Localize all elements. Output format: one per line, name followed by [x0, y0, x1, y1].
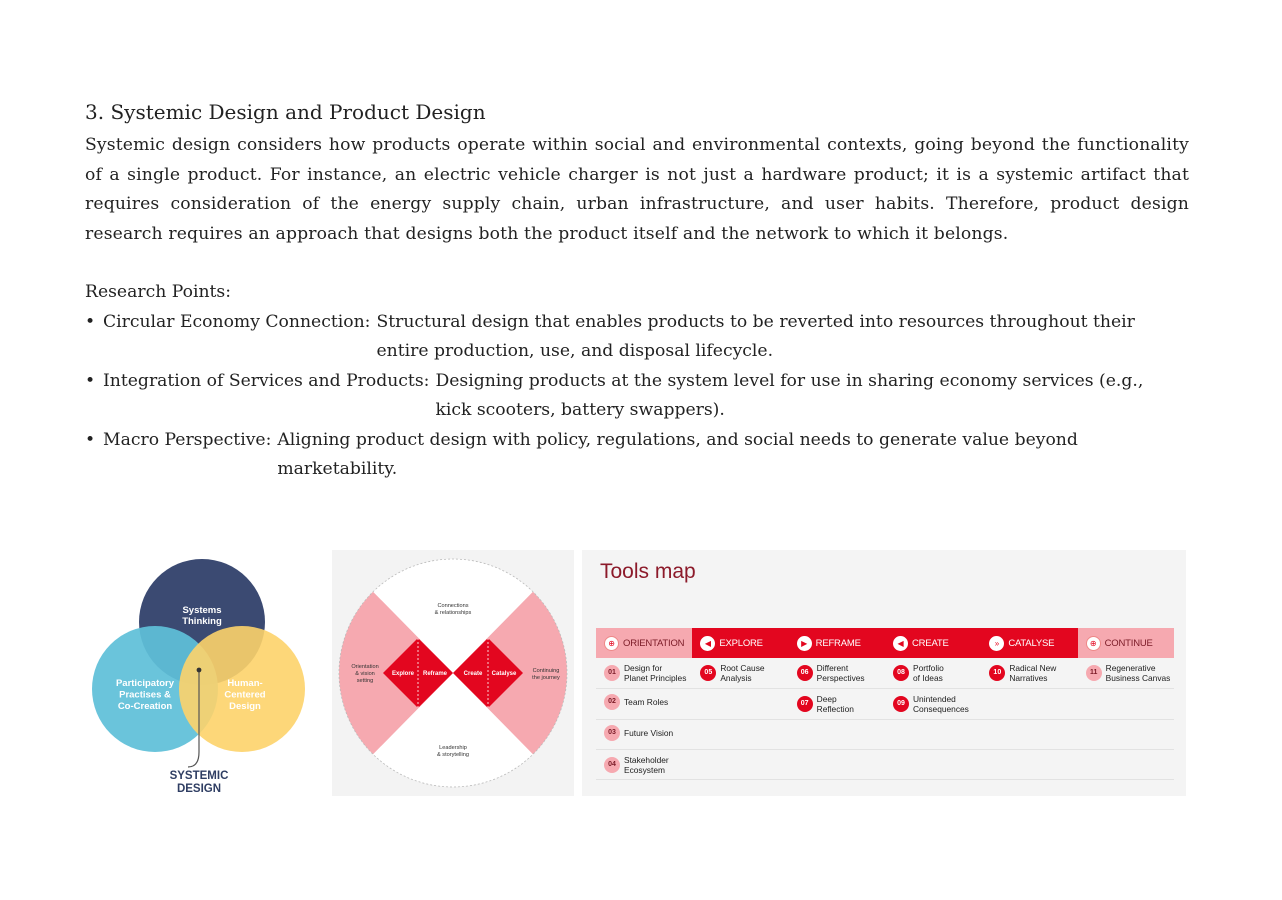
document-body: [85, 98, 1189, 485]
label-leadership-2: & storytelling: [436, 752, 470, 758]
tools-map-header: [596, 628, 1174, 658]
venn-caption-1: SYSTEMIC: [169, 770, 229, 782]
tools-row: [596, 689, 1174, 720]
diamond-reframe: Reframe: [422, 671, 448, 677]
phase-label: CREATE: [911, 637, 949, 649]
venn-center-dot: [197, 668, 202, 673]
tool-number: 08: [893, 665, 909, 681]
tools-map: [582, 550, 1186, 796]
diamond-explore: Explore: [391, 671, 415, 677]
bullet-text: Designing products at the system level for use in sharing economy services (e.g., kick scooters, battery swappers).: [435, 370, 1144, 420]
tool-item: [893, 663, 944, 683]
arrow-left-icon: ◀: [893, 636, 908, 651]
systemic-design-venn: [88, 552, 314, 802]
tool-number: 11: [1086, 665, 1102, 681]
phase-create: [885, 628, 981, 658]
venn-caption-2: DESIGN: [176, 783, 222, 795]
label-connections-1: Connections: [437, 603, 469, 609]
tool-number: 03: [604, 725, 620, 741]
phase-label: CONTINUE: [1104, 637, 1153, 649]
tool-item: [893, 694, 969, 714]
tool-item: [989, 663, 1056, 683]
bullet-label: Macro Perspective:: [103, 429, 272, 450]
label-orientation-3: setting: [356, 678, 374, 684]
phase-continue: [1078, 628, 1174, 658]
fast-forward-icon: »: [989, 636, 1004, 651]
label-orientation-2: & vision: [355, 671, 375, 677]
tool-item: [700, 663, 764, 683]
tool-item: [797, 663, 865, 683]
tool-number: 05: [700, 665, 716, 681]
tool-name: Future Vision: [624, 728, 674, 738]
arrow-right-icon: ▶: [797, 636, 812, 651]
tool-name: Deep Reflection: [816, 694, 854, 714]
research-points-list: [85, 308, 1189, 485]
tool-item: [604, 755, 669, 775]
tool-name: Unintended Consequences: [913, 694, 969, 714]
tool-number: 07: [797, 696, 813, 712]
tool-name: Design for Planet Principles: [624, 663, 687, 683]
tool-name: Radical New Narratives: [1009, 663, 1057, 683]
diamond-create: Create: [463, 671, 483, 677]
venn-top-label: Systems Thinking: [182, 605, 222, 627]
label-continuing-1: Continuing: [532, 668, 560, 674]
label-leadership-1: Leadership: [439, 745, 467, 751]
bullet-item: [85, 367, 1181, 426]
loop-icon: ⊕: [1086, 636, 1101, 651]
journey-svg: [332, 550, 574, 796]
tool-name: Root Cause Analysis: [720, 663, 765, 683]
tool-number: 04: [604, 757, 620, 773]
tool-name: Regenerative Business Canvas: [1105, 663, 1171, 683]
phase-label: REFRAME: [815, 637, 861, 649]
tool-name: Team Roles: [624, 697, 669, 707]
arrows-icon: ◀: [700, 636, 715, 651]
tool-item: [604, 725, 673, 741]
phase-label: CATALYSE: [1008, 637, 1055, 649]
bullet-label: Circular Economy Connection:: [103, 311, 371, 332]
venn-right-label: Human-Centered Design: [224, 678, 266, 712]
tools-row: [596, 658, 1174, 689]
tool-number: 10: [989, 665, 1005, 681]
tools-map-title: Tools map: [600, 560, 696, 583]
tools-map-rows: [596, 658, 1174, 780]
tool-name: Portfolio of Ideas: [913, 663, 944, 683]
tool-number: 01: [604, 665, 620, 681]
phase-reframe: [789, 628, 885, 658]
tool-number: 06: [797, 665, 813, 681]
design-journey-diagram: [332, 550, 574, 796]
venn-svg: [88, 552, 314, 802]
bullet-text: Structural design that enables products to be reverted into resources throughout their entire production, use, and disposal lifecycle.: [376, 311, 1135, 361]
section-title: 3. Systemic Design and Product Design: [85, 100, 486, 124]
phase-label: ORIENTATION: [623, 637, 685, 649]
bullet-dot: •: [85, 311, 96, 332]
tool-item: [1086, 663, 1171, 683]
phase-explore: [692, 628, 788, 658]
bullet-item: [85, 308, 1145, 367]
venn-left-label: Participatory Practises & Co-Creation: [115, 678, 175, 712]
label-connections-2: & relationships: [434, 610, 472, 616]
tool-number: 09: [893, 696, 909, 712]
bullet-label: Integration of Services and Products:: [103, 370, 430, 391]
compass-icon: ⊕: [604, 636, 619, 651]
diamond-catalyse: Catalyse: [491, 671, 517, 677]
bullet-dot: •: [85, 370, 96, 391]
tool-name: Stakeholder Ecosystem: [624, 755, 669, 775]
phase-orientation: [596, 628, 692, 658]
tool-number: 02: [604, 694, 620, 710]
bullet-dot: •: [85, 429, 96, 450]
phase-catalyse: [981, 628, 1077, 658]
bullet-item: [85, 426, 1095, 485]
bullet-text: Aligning product design with policy, regulations, and social needs to generate value beyond marketability.: [277, 429, 1078, 479]
tool-name: Different Perspectives: [816, 663, 865, 683]
label-continuing-2: the journey: [532, 675, 560, 681]
tool-item: [604, 694, 668, 710]
label-orientation-1: Orientation: [351, 664, 379, 670]
tools-row: [596, 720, 1174, 750]
research-points-heading: Research Points:: [85, 282, 232, 302]
section-paragraph: Systemic design considers how products operate within social and environmental contexts, going beyond the functionality of a single product. For instance, an electric vehicle charger is not just a hardware product; it is a systemic artifact that requires consideration of the energy supply chain, urban infrastructure, and user habits. Therefore, product design research requires an approach that designs both the product itself and the network to which it belongs.: [85, 135, 1189, 244]
tool-item: [797, 694, 854, 714]
phase-label: EXPLORE: [719, 637, 763, 649]
tool-item: [604, 663, 686, 683]
tools-row: [596, 750, 1174, 780]
